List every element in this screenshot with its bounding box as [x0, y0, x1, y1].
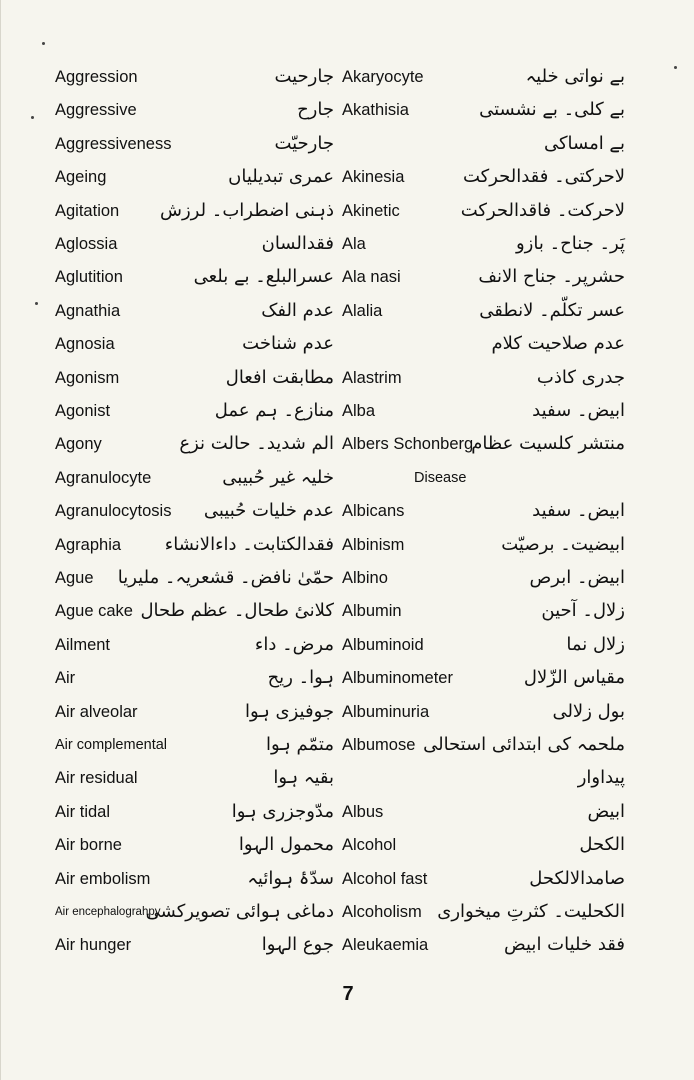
urdu-translation: جارح: [297, 99, 334, 121]
dictionary-entry-row: [1, 795, 694, 829]
english-term: Aglutition: [55, 268, 123, 287]
urdu-translation: الم شدید۔ حالت نزع: [179, 433, 334, 455]
urdu-translation: عسر تکلّم۔ لانطقی: [479, 299, 625, 321]
dictionary-entry-row: [1, 194, 694, 228]
urdu-translation: کلانیٔ طحال۔ عظم طحال: [140, 600, 334, 622]
english-term: Akathisia: [342, 101, 409, 120]
dictionary-entry-row: [1, 761, 694, 795]
urdu-translation: عدم شناخت: [242, 333, 334, 355]
dictionary-entry-row: [1, 895, 694, 929]
dictionary-entry-row: [1, 361, 694, 395]
urdu-translation: جوفیزی ہوا: [244, 700, 334, 722]
english-term: Albuminoid: [342, 635, 424, 654]
english-term: Air residual: [55, 769, 138, 788]
english-term: Alcoholism: [342, 903, 422, 921]
english-term: Alcohol: [342, 836, 397, 855]
speck-mark: [42, 42, 45, 45]
urdu-translation: جدری کاذب: [536, 366, 625, 388]
english-term: Aleukaemia: [342, 936, 429, 955]
urdu-translation: بقیہ ہوا: [273, 767, 334, 789]
dictionary-entry-row: [1, 862, 694, 896]
english-term: Agraphia: [55, 535, 122, 554]
urdu-translation: صامدالالکحل: [529, 867, 625, 889]
dictionary-entry-row: [1, 728, 694, 762]
english-term: Air borne: [55, 836, 122, 855]
english-term: Aggressiveness: [55, 134, 172, 153]
dictionary-entry-row: [1, 528, 694, 562]
english-term: Albuminuria: [342, 702, 430, 721]
dictionary-entry-row: [1, 160, 694, 194]
dictionary-entry-row: [1, 227, 694, 261]
urdu-translation: جارحیت: [274, 66, 334, 87]
urdu-translation: جارحیّت: [274, 132, 334, 154]
urdu-translation: بے امساکی: [543, 132, 625, 154]
english-term: Ailment: [55, 635, 111, 654]
dictionary-entry-row: [1, 294, 694, 328]
urdu-translation: دماغی ہوائی تصویرکشی: [145, 901, 334, 922]
urdu-translation: لاحرکتی۔ فقدالحرکت: [462, 166, 625, 188]
english-term: Ala: [342, 235, 366, 253]
urdu-translation: عدم خلیات حُبیبی: [203, 500, 334, 522]
urdu-translation: حشرپر۔ جناح الانف: [478, 266, 625, 288]
english-term: Albumose: [342, 736, 416, 754]
urdu-translation: فقدالسان: [261, 233, 334, 254]
dictionary-entry-row: [1, 127, 694, 161]
english-term: Agitation: [55, 201, 120, 220]
dictionary-entry-row: [1, 494, 694, 528]
dictionary-entry-row: [1, 461, 694, 495]
english-term: Albus: [342, 802, 384, 821]
english-term: Albumin: [342, 602, 402, 621]
urdu-translation: حمّیٰ نافض۔ قشعریہ۔ ملیریا: [117, 567, 334, 588]
urdu-translation: زلال نما: [566, 633, 625, 655]
dictionary-entry-row: [1, 695, 694, 729]
english-term: Alalia: [342, 301, 383, 320]
urdu-translation: خلیہ غیر حُبیبی: [222, 466, 334, 488]
english-term: Albicans: [342, 502, 405, 521]
urdu-translation: عسرالبلع۔ بے بلعی: [193, 266, 334, 288]
urdu-translation: ابیض۔ ابرص: [529, 567, 625, 588]
urdu-translation: منتشر کلسیت عظام: [471, 433, 625, 455]
urdu-translation: عمری تبدیلیاں: [228, 166, 334, 188]
dictionary-entry-row: [1, 661, 694, 695]
urdu-translation: مرض۔ داء: [254, 633, 334, 655]
english-term: Air complemental: [55, 737, 168, 753]
urdu-translation: ہوا۔ ریح: [267, 667, 334, 689]
dictionary-entry-row: [1, 327, 694, 361]
urdu-translation: عدم الفک: [261, 299, 334, 321]
english-term: Albuminometer: [342, 669, 453, 688]
urdu-translation: فقدالکتابت۔ داءالانشاء: [164, 533, 334, 555]
english-term: Akaryocyte: [342, 68, 424, 86]
english-term: Air encephalograhpy: [55, 906, 161, 918]
dictionary-entry-row: [1, 60, 694, 94]
dictionary-entry-row: [1, 561, 694, 595]
urdu-translation: محمول الہوا: [238, 834, 334, 856]
urdu-translation: بول زلالی: [552, 700, 625, 722]
english-term: Agranulocyte: [55, 468, 152, 487]
urdu-translation: زلال۔ آحین: [541, 600, 625, 622]
english-term: Aglossia: [55, 235, 118, 253]
urdu-translation: بے نواتی خلیہ: [525, 66, 625, 87]
urdu-translation: جوع الہوا: [261, 934, 334, 956]
english-term: Agnosia: [55, 335, 115, 354]
urdu-translation: الکحل: [579, 834, 625, 856]
english-term: Ala nasi: [342, 268, 401, 287]
english-term: Albinism: [342, 535, 405, 554]
english-term: Air hunger: [55, 936, 132, 955]
page-number: 7: [342, 983, 354, 1005]
english-term: Air alveolar: [55, 702, 138, 721]
english-term: Air tidal: [55, 802, 111, 821]
english-term: Ague cake: [55, 602, 133, 621]
urdu-translation: ذہنی اضطراب۔ لرزش: [160, 199, 334, 221]
english-term: Alba: [342, 402, 376, 420]
english-term: Agonist: [55, 402, 111, 420]
dictionary-entry-row: [1, 828, 694, 862]
urdu-translation: مدّوجزری ہوا: [231, 800, 334, 822]
english-term: Akinetic: [342, 201, 400, 220]
urdu-translation: منازع۔ ہم عمل: [214, 400, 334, 421]
english-term: Aggression: [55, 68, 138, 86]
urdu-translation: سدّۂ ہوائیہ: [247, 867, 334, 889]
urdu-translation: ابیضیت۔ برصیّت: [501, 533, 625, 555]
urdu-translation: لاحرکت۔ فاقدالحرکت: [460, 199, 625, 221]
english-term: Air: [55, 669, 76, 688]
english-term: Alcohol fast: [342, 869, 428, 888]
urdu-translation: ابیض۔ سفید: [532, 400, 625, 421]
english-term: Akinesia: [342, 168, 405, 187]
dictionary-entry-row: [1, 594, 694, 628]
english-term: Aggressive: [55, 101, 137, 120]
urdu-translation: ابیض۔ سفید: [532, 500, 625, 522]
urdu-translation: مقیاس الزّلال: [523, 667, 625, 689]
english-term: Albers Schonberg: [342, 435, 474, 454]
urdu-translation: پیداوار: [577, 767, 625, 789]
english-term: Agonism: [55, 368, 120, 387]
english-term: Agony: [55, 435, 102, 454]
english-term: Ageing: [55, 168, 107, 187]
urdu-translation: پَر۔ جناح۔ بازو: [515, 233, 625, 254]
urdu-translation: ملحمہ کی ابتدائی استحالی: [423, 734, 625, 755]
urdu-translation: الکحلیت۔ کثرتِ میخواری: [437, 901, 625, 922]
urdu-translation: بے کلی۔ بے نشستی: [479, 99, 625, 121]
dictionary-entry-row: [1, 427, 694, 461]
dictionary-entry-row: [1, 93, 694, 127]
dictionary-entry-row: [1, 260, 694, 294]
english-term: Disease: [414, 469, 467, 486]
english-term: Albino: [342, 569, 388, 587]
english-term: Alastrim: [342, 368, 402, 387]
english-term: Agranulocytosis: [55, 502, 172, 521]
dictionary-entry-row: [1, 928, 694, 962]
urdu-translation: مطابقت افعال: [225, 366, 334, 388]
english-term: Air embolism: [55, 869, 151, 888]
urdu-translation: متمّم ہوا: [265, 734, 334, 755]
urdu-translation: فقد خلیات ابیض: [503, 934, 625, 956]
urdu-translation: عدم صلاحیت کلام: [491, 333, 625, 355]
urdu-translation: ابیض: [587, 800, 625, 822]
english-term: Ague: [55, 569, 94, 587]
english-term: Agnathia: [55, 301, 121, 320]
dictionary-entry-row: [1, 394, 694, 428]
dictionary-entry-row: [1, 628, 694, 662]
